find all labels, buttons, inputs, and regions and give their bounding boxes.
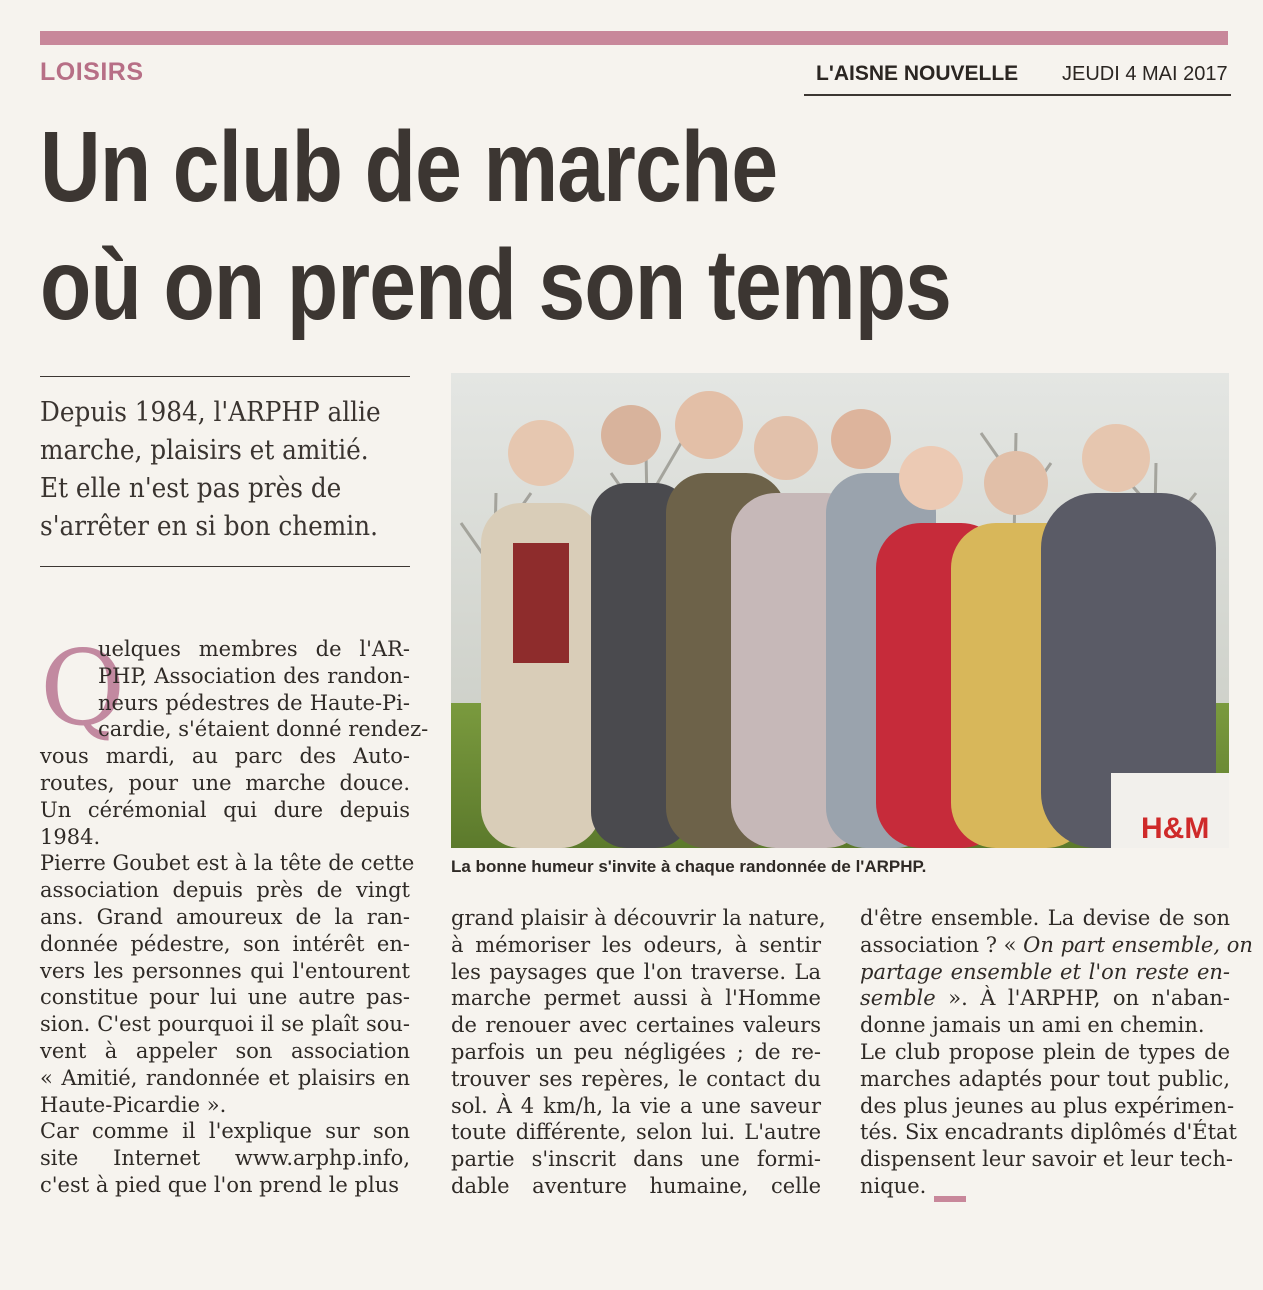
text-line: marche permet aussi à l'Homme [451,986,821,1011]
headline-line-1: Un club de marche [40,111,778,223]
text-line: ans. Grand amoureux de la ran- [40,904,410,929]
chapo-top-rule [40,376,410,377]
article-column-1 [40,627,429,1199]
text-line: grand plaisir à découvrir la nature, [451,906,826,930]
text-line: à mémoriser les odeurs, à sentir [451,932,821,957]
article-column-3 [860,905,1253,1200]
section-rubric: LOISIRS [40,58,144,86]
chapo-line: Et elle n'est pas près de [40,472,342,504]
text-line: constitue pour lui une autre pas- [40,985,410,1010]
article-column-2 [451,905,826,1200]
newspaper-name: L'AISNE NOUVELLE [816,62,1019,85]
text-line: 1984. [40,824,101,849]
text-line: Car comme il l'explique sur son [40,1119,410,1144]
bag-logo: H&M [1141,812,1210,845]
top-accent-bar [40,31,1228,45]
text-line: de renouer avec certaines valeurs [451,1013,821,1038]
chapo-line: Depuis 1984, l'ARPHP allie [40,396,381,428]
text-line: « Amitié, randonnée et plaisirs en [40,1065,410,1090]
text-line: vent à appeler son association [40,1038,410,1063]
text-line: Le club propose plein de types de [860,1039,1230,1064]
chapo-line: s'arrêter en si bon chemin. [40,510,378,542]
text-line: Un cérémonial qui dure depuis [40,797,410,822]
drop-cap: Q [40,627,126,749]
text-line: vers les personnes qui l'entourent [40,958,410,983]
text-line: PHP, Association des randon- [98,663,410,688]
text-line: neurs pédestres de Haute-Pi- [98,690,410,715]
text-line: trouver ses repères, le contact du [451,1066,821,1091]
text-line: donne jamais un ami en chemin. [860,1013,1205,1038]
group-photo-illustration [451,373,1229,848]
text-line: semble ». À l'ARPHP, on n'aban- [860,986,1230,1011]
text-line: c'est à pied que l'on prend le plus [40,1172,399,1197]
text-line: cardie, s'étaient donné rendez- [98,717,429,742]
article-chapo [40,393,412,545]
text-line: donnée pédestre, son intérêt en- [40,931,410,956]
text-line: Haute-Picardie ». [40,1092,227,1117]
text-line: site Internet www.arphp.info, [40,1146,410,1171]
text-line: parfois un peu négligées ; de re- [451,1039,821,1064]
article-headline [40,108,1040,344]
text-line: routes, pour une marche douce. [40,770,410,795]
chapo-line: marche, plaisirs et amitié. [40,434,369,466]
text-line: vous mardi, au parc des Auto- [40,744,410,769]
masthead [804,58,1231,96]
text-line: sol. À 4 km/h, la vie a une saveur [451,1093,821,1118]
end-of-article-mark [934,1196,966,1202]
text-line: toute différente, selon lui. L'autre [451,1120,821,1145]
text-line: d'être ensemble. La devise de son [860,906,1230,930]
text-line: sion. C'est pourquoi il se plaît sou- [40,1012,410,1037]
text-line: dable aventure humaine, celle [451,1173,821,1198]
text-line: partie s'inscrit dans une formi- [451,1147,821,1172]
headline-line-2: où on prend son temps [40,229,952,341]
text-line: association depuis près de vingt [40,878,410,903]
article-photo [451,373,1229,848]
issue-date: JEUDI 4 MAI 2017 [1062,63,1228,85]
text-line: uelques membres de l'AR- [98,637,410,661]
text-line: des plus jeunes au plus expérimen- [860,1093,1235,1118]
text-line: association ? « On part ensemble, on [860,932,1253,957]
text-line: marches adaptés pour tout public, [860,1066,1230,1091]
text-line: partage ensemble et l'on reste en- [860,959,1230,984]
text-line: Pierre Goubet est à la tête de cette [40,851,415,876]
text-line: tés. Six encadrants diplômés d'État [860,1120,1237,1145]
text-line: les paysages que l'on traverse. La [451,959,821,984]
text-line: nique. [860,1173,927,1198]
photo-caption: La bonne humeur s'invite à chaque randonnée de l'ARPHP. [451,857,927,876]
text-line: dispensent leur savoir et leur tech- [860,1147,1233,1172]
chapo-bottom-rule [40,566,410,567]
